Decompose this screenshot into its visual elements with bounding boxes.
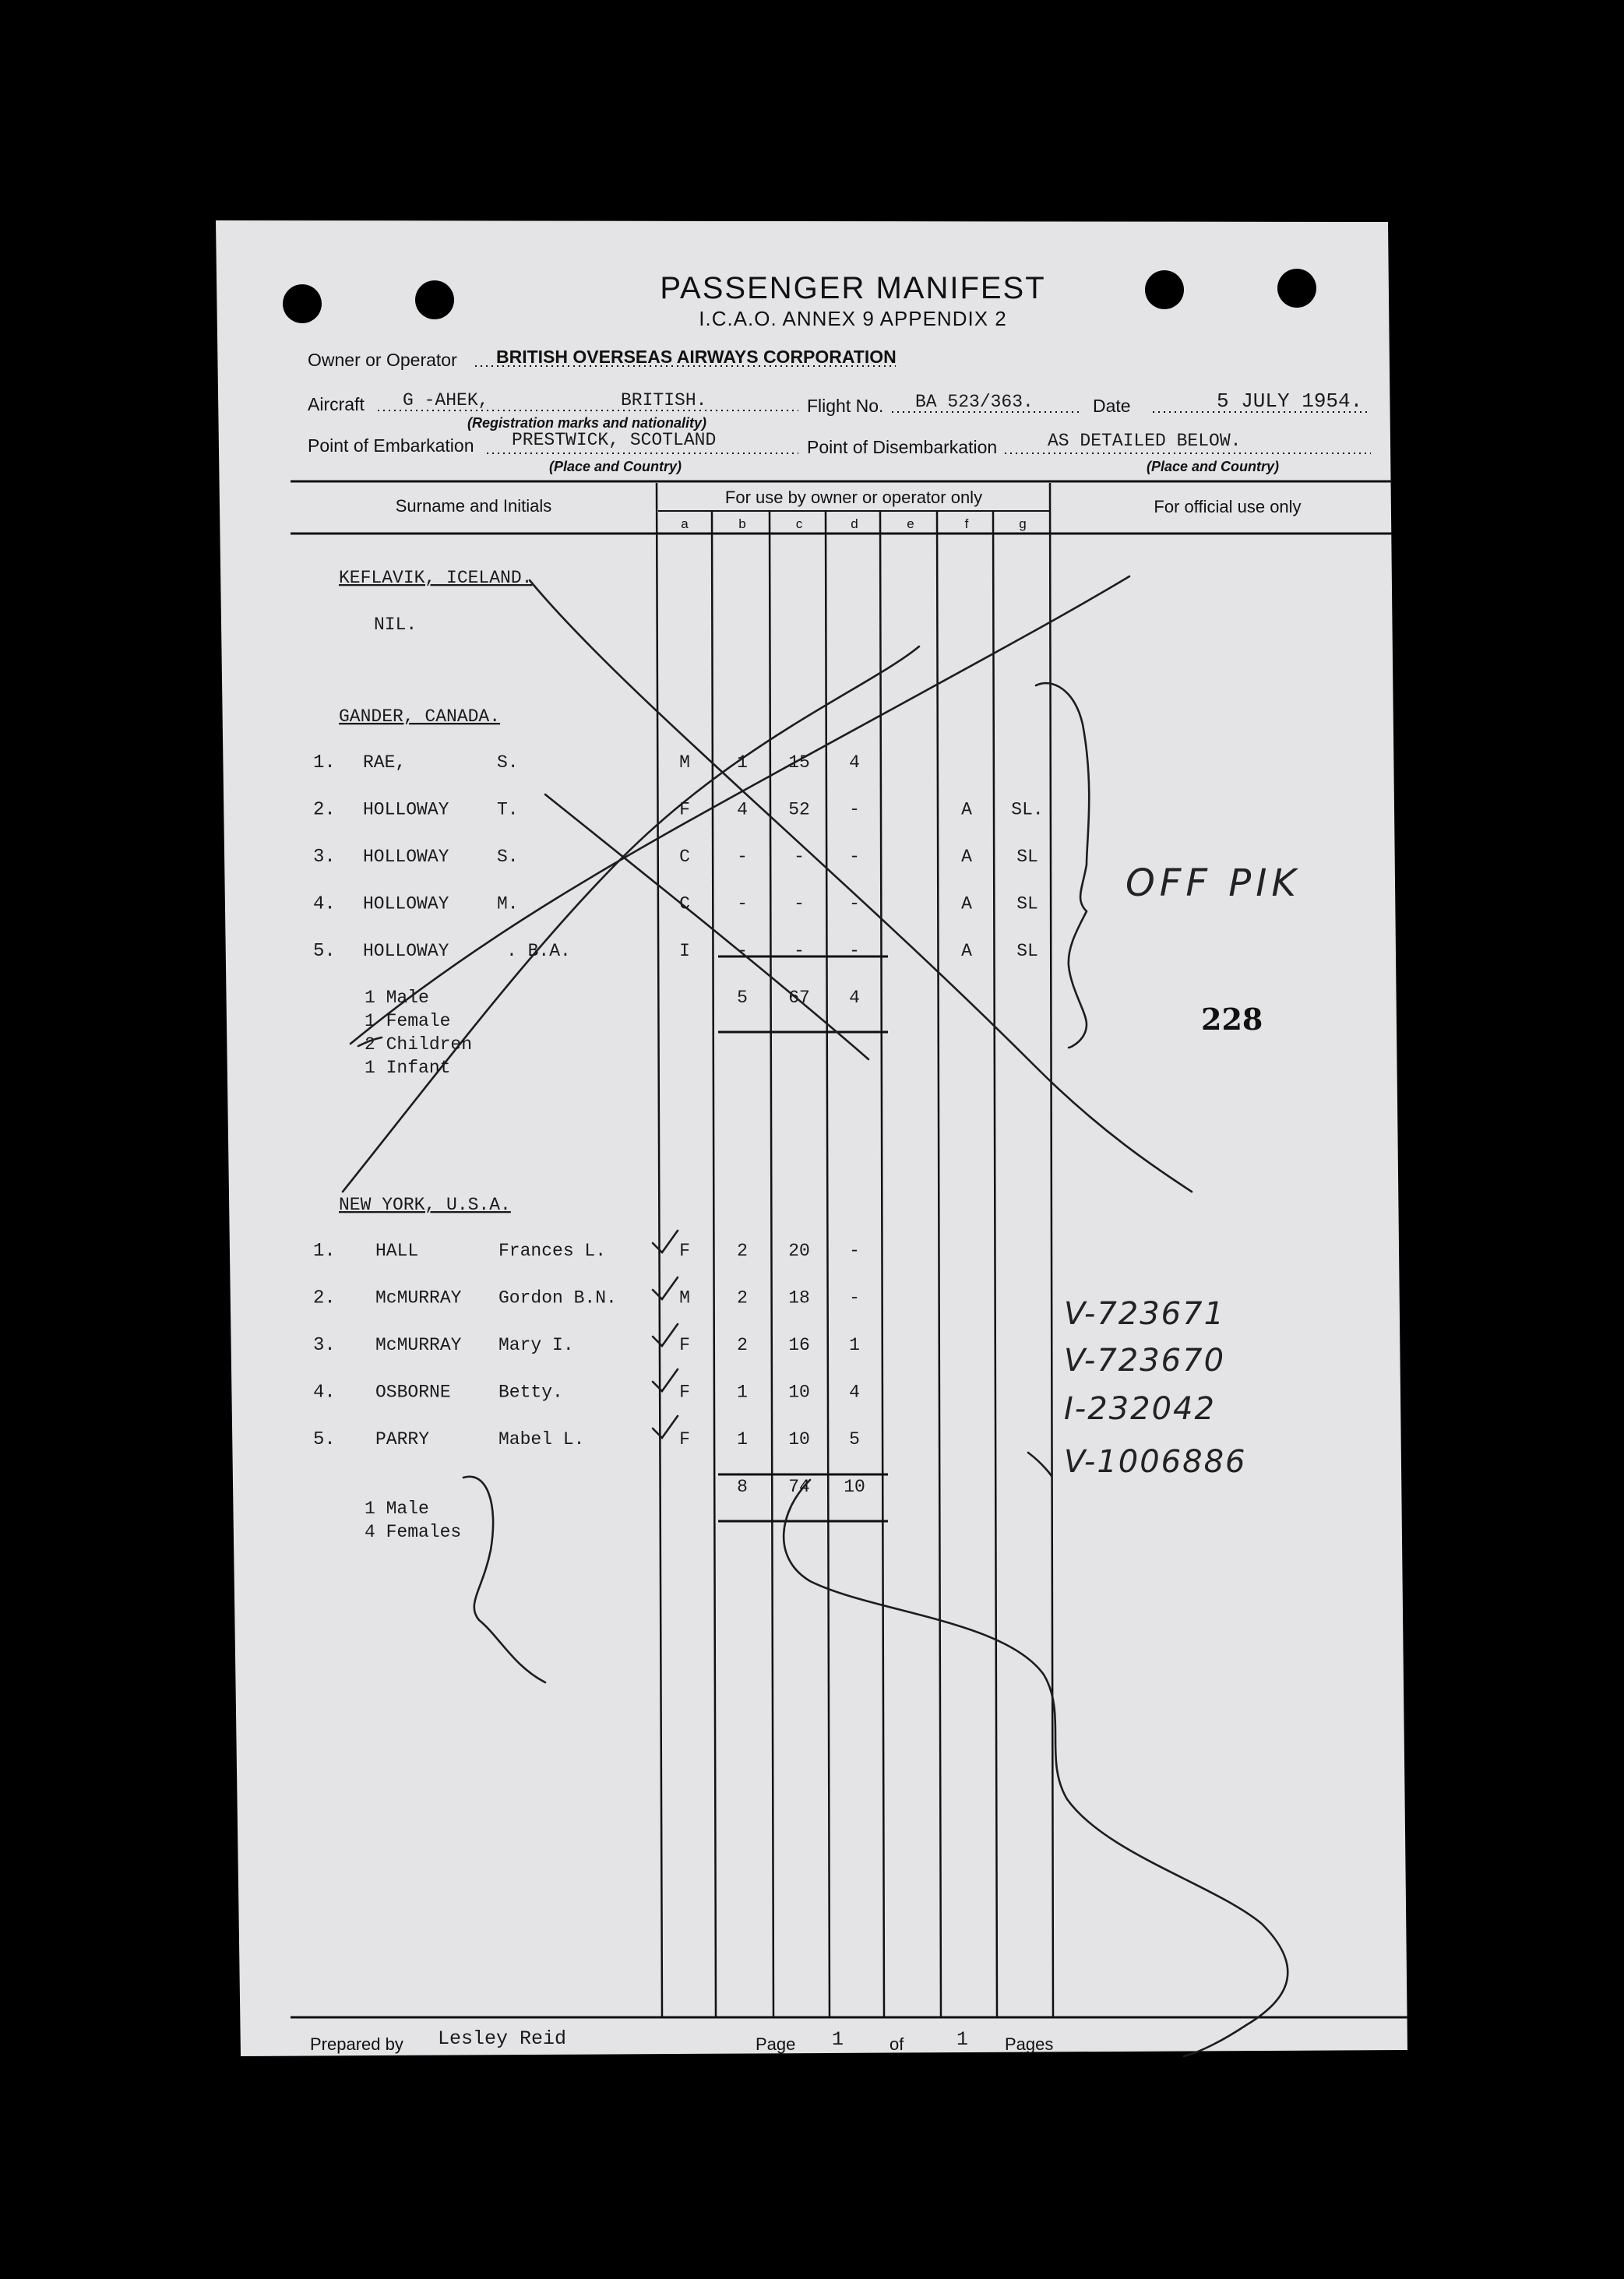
column-f-value: A xyxy=(961,799,972,820)
column-a-value: F xyxy=(679,1241,690,1261)
punch-hole xyxy=(283,284,322,323)
passenger-initials: . B.A. xyxy=(506,941,571,961)
column-f-value: A xyxy=(961,941,972,961)
passenger-surname: HALL xyxy=(375,1241,419,1261)
column-b-value: - xyxy=(737,893,748,914)
column-a-value: C xyxy=(679,893,690,914)
column-a-value: F xyxy=(679,799,690,820)
aircraft-nationality: BRITISH. xyxy=(621,390,707,410)
column-d-value: - xyxy=(849,1287,860,1309)
disembarkation-value: AS DETAILED BELOW. xyxy=(1048,431,1242,451)
page-number: 1 xyxy=(832,2028,844,2051)
sub-column-f: f xyxy=(964,516,969,531)
of-label: of xyxy=(890,2034,904,2054)
column-b-value: - xyxy=(737,847,748,867)
passenger-number: 3. xyxy=(313,847,336,868)
official-use-header: For official use only xyxy=(1154,497,1302,516)
passenger-initials: S. xyxy=(497,847,519,867)
passenger-initials: S. xyxy=(497,752,519,773)
column-g-value: SL xyxy=(1016,941,1038,961)
owner-label: Owner or Operator xyxy=(308,350,457,370)
punch-hole xyxy=(1277,269,1316,308)
passenger-initials: Mary I. xyxy=(498,1335,574,1355)
column-b-value: 2 xyxy=(737,1287,748,1309)
disembarkation-place-note: (Place and Country) xyxy=(1147,459,1280,474)
column-a-value: M xyxy=(679,1287,690,1309)
column-d-value: - xyxy=(849,893,860,914)
total-d: 4 xyxy=(849,988,860,1008)
passenger-number: 5. xyxy=(313,1429,336,1450)
aircraft-registration: G -AHEK, xyxy=(403,390,489,410)
column-c-value: 16 xyxy=(788,1335,810,1355)
column-a-value: C xyxy=(679,847,690,867)
surname-column-header: Surname and Initials xyxy=(395,496,552,516)
passenger-number: 1. xyxy=(313,1241,336,1262)
column-f-value: A xyxy=(961,847,972,867)
passenger-surname: HOLLOWAY xyxy=(363,847,449,867)
column-c-value: 52 xyxy=(788,799,810,820)
embarkation-value: PRESTWICK, SCOTLAND xyxy=(512,430,717,450)
summary-line: 1 Female xyxy=(365,1011,451,1031)
passenger-initials: T. xyxy=(497,799,519,820)
section-note: NIL. xyxy=(374,615,417,635)
column-b-value: 2 xyxy=(737,1241,748,1261)
disembarkation-label: Point of Disembarkation xyxy=(807,437,998,457)
column-a-value: F xyxy=(679,1429,690,1449)
column-c-value: 20 xyxy=(788,1241,810,1261)
passenger-number: 3. xyxy=(313,1335,336,1356)
passenger-number: 1. xyxy=(313,752,336,773)
column-c-value: - xyxy=(794,847,805,867)
column-a-value: I xyxy=(679,941,690,961)
passenger-surname: OSBORNE xyxy=(375,1382,451,1403)
column-d-value: - xyxy=(849,941,860,961)
destination-heading: NEW YORK, U.S.A. xyxy=(339,1195,511,1215)
column-f-value: A xyxy=(961,893,972,914)
column-c-value: 10 xyxy=(788,1382,810,1403)
off-pik-note: OFF PIK xyxy=(1126,861,1301,905)
total-d: 10 xyxy=(844,1477,865,1497)
passenger-initials: Betty. xyxy=(498,1382,563,1403)
column-d-value: 1 xyxy=(849,1335,860,1355)
summary-line: 2 Children xyxy=(365,1034,473,1055)
column-d-value: 5 xyxy=(849,1429,860,1449)
sub-column-a: a xyxy=(681,516,689,531)
stamp-number: 228 xyxy=(1201,1002,1263,1037)
passenger-surname: HOLLOWAY xyxy=(363,893,449,914)
sub-column-e: e xyxy=(907,516,914,531)
passenger-initials: Frances L. xyxy=(498,1241,607,1261)
column-b-value: - xyxy=(737,941,748,961)
embarkation-label: Point of Embarkation xyxy=(308,435,474,456)
passenger-number: 5. xyxy=(313,941,336,962)
sub-column-d: d xyxy=(851,516,858,531)
column-b-value: 1 xyxy=(737,1382,748,1403)
sub-column-g: g xyxy=(1019,516,1027,531)
passenger-number: 2. xyxy=(313,1287,336,1309)
visa-number: V-723670 xyxy=(1064,1343,1226,1379)
passenger-number: 4. xyxy=(313,893,336,915)
sub-column-c: c xyxy=(795,516,803,531)
passenger-initials: Mabel L. xyxy=(498,1429,585,1449)
page-label: Page xyxy=(756,2034,796,2054)
destination-heading: GANDER, CANADA. xyxy=(339,706,501,727)
passenger-surname: McMURRAY xyxy=(375,1287,462,1309)
embarkation-place-note: (Place and Country) xyxy=(549,459,682,474)
passenger-surname: RAE, xyxy=(363,752,407,773)
punch-hole xyxy=(415,280,454,319)
registration-note: (Registration marks and nationality) xyxy=(467,415,707,431)
column-b-value: 4 xyxy=(737,799,748,820)
punch-hole xyxy=(1145,270,1184,309)
passenger-surname: HOLLOWAY xyxy=(363,941,449,961)
summary-line: 1 Infant xyxy=(365,1058,451,1078)
column-d-value: - xyxy=(849,847,860,867)
page-total: 1 xyxy=(956,2028,969,2051)
owner-use-header: For use by owner or operator only xyxy=(724,488,983,507)
total-b: 5 xyxy=(737,988,748,1008)
column-b-value: 1 xyxy=(737,752,748,773)
column-c-value: 10 xyxy=(788,1429,810,1449)
visa-number: I-232042 xyxy=(1064,1391,1216,1427)
form-subtitle: I.C.A.O. ANNEX 9 APPENDIX 2 xyxy=(699,307,1007,330)
passenger-surname: HOLLOWAY xyxy=(363,799,449,820)
prepared-by-value: Lesley Reid xyxy=(438,2027,567,2050)
date-label: Date xyxy=(1093,396,1131,416)
aircraft-label: Aircraft xyxy=(308,394,365,414)
column-d-value: 4 xyxy=(849,1382,860,1403)
column-c-value: 18 xyxy=(788,1287,810,1309)
total-b: 8 xyxy=(737,1477,748,1497)
column-a-value: F xyxy=(679,1382,690,1403)
summary-line: 1 Male xyxy=(365,1499,429,1519)
total-c: 74 xyxy=(788,1477,810,1497)
sub-column-b: b xyxy=(738,516,746,531)
summary-line: 1 Male xyxy=(365,988,429,1008)
form-title: PASSENGER MANIFEST xyxy=(660,271,1046,305)
column-c-value: 15 xyxy=(788,752,810,773)
flight-no-value: BA 523/363. xyxy=(915,392,1034,412)
column-b-value: 1 xyxy=(737,1429,748,1449)
visa-number: V-723671 xyxy=(1064,1296,1226,1332)
column-c-value: - xyxy=(794,893,805,914)
passenger-surname: PARRY xyxy=(375,1429,430,1449)
column-d-value: 4 xyxy=(849,752,860,773)
column-g-value: SL. xyxy=(1011,799,1044,820)
date-value: 5 JULY 1954. xyxy=(1217,389,1363,413)
column-a-value: M xyxy=(679,752,690,773)
column-a-value: F xyxy=(679,1335,690,1355)
column-d-value: - xyxy=(849,1241,860,1261)
passenger-surname: McMURRAY xyxy=(375,1335,462,1355)
passenger-initials: Gordon B.N. xyxy=(498,1287,617,1309)
passenger-initials: M. xyxy=(497,893,519,914)
pages-label: Pages xyxy=(1005,2034,1054,2054)
total-c: 67 xyxy=(788,988,810,1008)
prepared-by-label: Prepared by xyxy=(310,2034,403,2054)
owner-value: BRITISH OVERSEAS AIRWAYS CORPORATION xyxy=(496,347,897,367)
column-d-value: - xyxy=(849,799,860,820)
column-g-value: SL xyxy=(1016,847,1038,867)
column-b-value: 2 xyxy=(737,1335,748,1355)
visa-number: V-1006886 xyxy=(1064,1444,1247,1480)
passenger-number: 4. xyxy=(313,1382,336,1404)
summary-line: 4 Females xyxy=(365,1522,462,1542)
flight-no-label: Flight No. xyxy=(807,396,884,416)
destination-heading: KEFLAVIK, ICELAND. xyxy=(339,568,533,588)
column-c-value: - xyxy=(794,941,805,961)
passenger-number: 2. xyxy=(313,799,336,821)
column-g-value: SL xyxy=(1016,893,1038,914)
